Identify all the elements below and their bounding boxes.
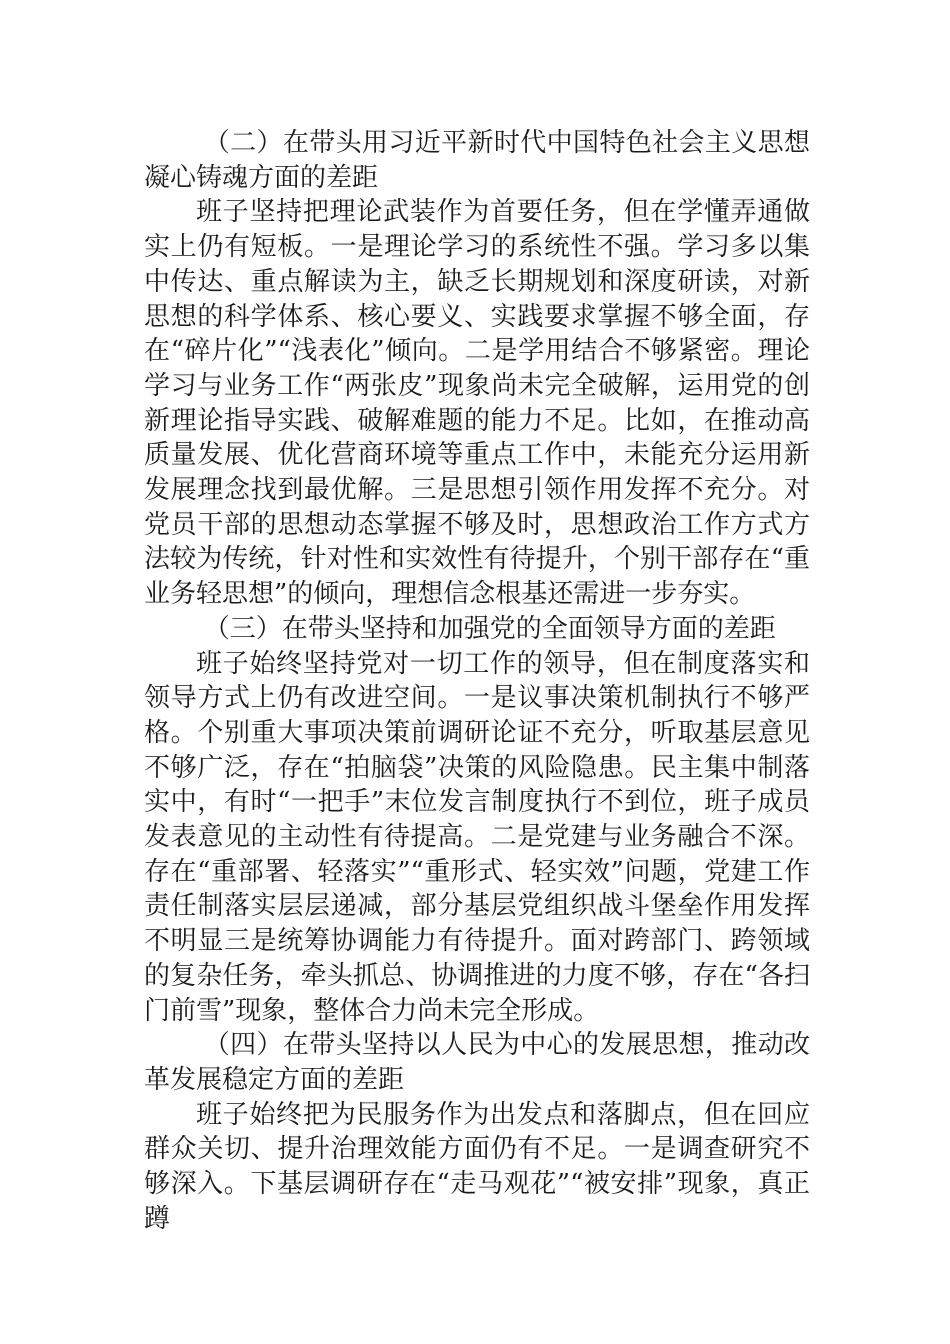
section-heading-3: （三）在带头坚持和加强党的全面领导方面的差距 xyxy=(203,613,776,644)
document-body xyxy=(144,126,810,1237)
section-paragraph-2: 班子坚持把理论武装作为首要任务，但在学懂弄通做实上仍有短板。一是理论学习的系统性不强。学习多以集中传达、重点解读为主，缺乏长期规划和深度研读，对新思想的科学体系、核心要义、实践要求掌握不够全面，存在“碎片化”“浅表化”倾向。二是学用结合不够紧密。理论学习与业务工作“两张皮”现象尚未完全破解，运用党的创新理论指导实践、破解难题的能力不足。比如，在推动高质量发展、优化营商环境等重点工作中，未能充分运用新发展理念找到最优解。三是思想引领作用发挥不充分。对党员干部的思想动态掌握不够及时，思想政治工作方式方法较为传统，针对性和实效性有待提升，个别干部存在“重业务轻思想”的倾向，理想信念根基还需进一步夯实。 xyxy=(144,197,810,610)
section-paragraph-4: 班子始终把为民服务作为出发点和落脚点，但在回应群众关切、提升治理效能方面仍有不足。一是调查研究不够深入。下基层调研存在“走马观花”“被安排”现象，真正蹲 xyxy=(144,1099,810,1234)
section-paragraph-3: 班子始终坚持党对一切工作的领导，但在制度落实和领导方式上仍有改进空间。一是议事决策机制执行不够严格。个别重大事项决策前调研论证不充分，听取基层意见不够广泛，存在“拍脑袋”决策的风险隐患。民主集中制落实中，有时“一把手”末位发言制度执行不到位，班子成员发表意见的主动性有待提高。二是党建与业务融合不深。存在“重部署、轻落实”“重形式、轻实效”问题，党建工作责任制落实层层递减，部分基层党组织战斗堡垒作用发挥不明显三是统筹协调能力有待提升。面对跨部门、跨领域的复杂任务，牵头抓总、协调推进的力度不够，存在“各扫门前雪”现象，整体合力尚未完全形成。 xyxy=(144,648,810,1026)
section-heading-2: （二）在带头用习近平新时代中国特色社会主义思想凝心铸魂方面的差距 xyxy=(144,128,810,193)
section-heading-4: （四）在带头坚持以人民为中心的发展思想，推动改革发展稳定方面的差距 xyxy=(144,1030,810,1095)
